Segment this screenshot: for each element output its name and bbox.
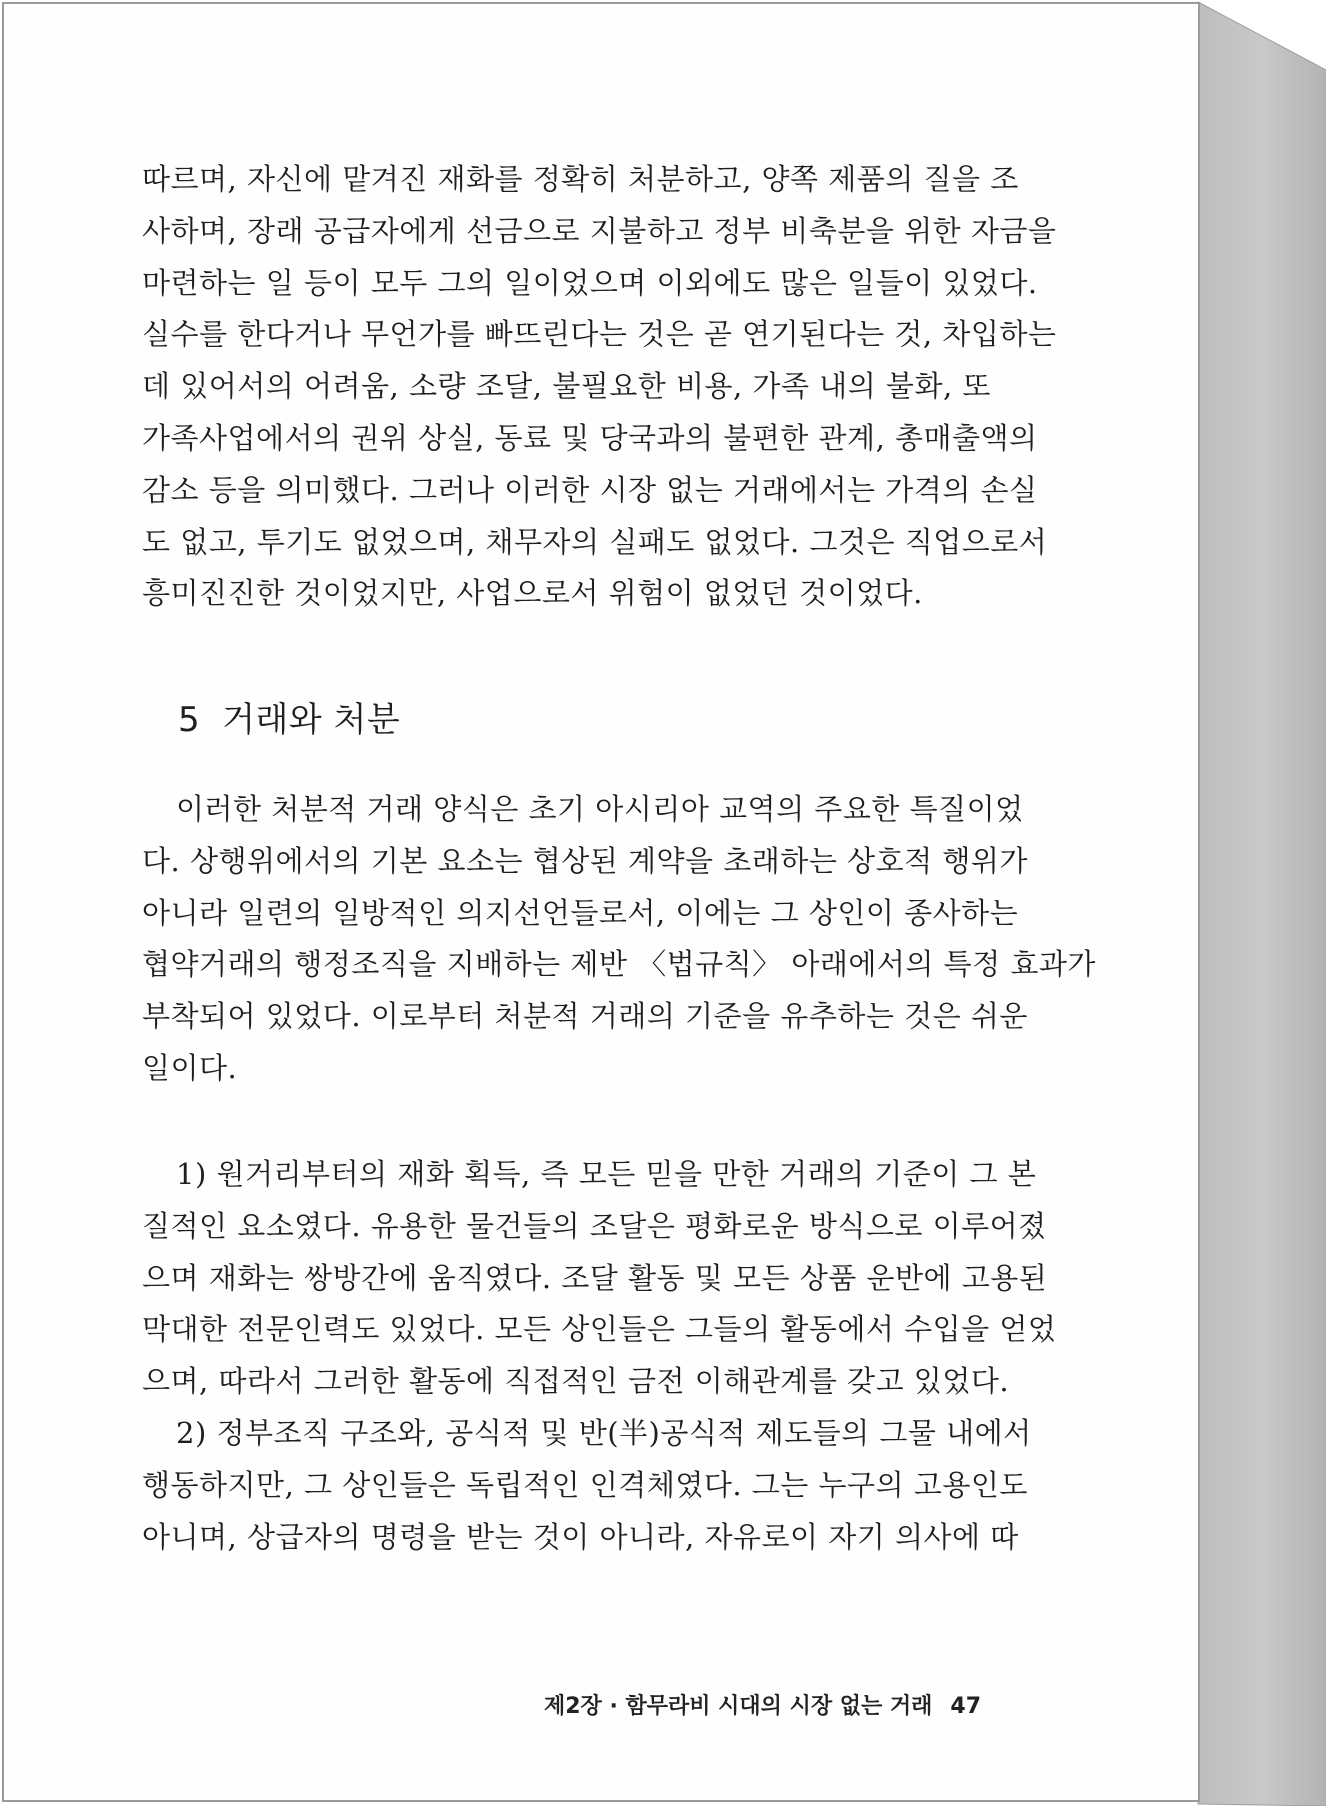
- text-line: 실수를 한다거나 무언가를 빠뜨린다는 것은 곧 연기된다는 것, 차입하는: [142, 317, 1057, 352]
- text-line: 일이다.: [142, 1050, 238, 1085]
- text-line: 행동하지만, 그 상인들은 독립적인 인격체였다. 그는 누구의 고용인도: [142, 1467, 1028, 1502]
- text-line: 막대한 전문인력도 있었다. 모든 상인들은 그들의 활동에서 수입을 얻었: [142, 1312, 1057, 1347]
- paragraph-intro: [142, 784, 1096, 1095]
- text-line: 따르며, 자신에 맡겨진 재화를 정확히 처분하고, 양쪽 제품의 질을 조: [142, 162, 1019, 196]
- text-line: 으며 재화는 쌍방간에 움직였다. 조달 활동 및 모든 상품 운반에 고용된: [142, 1260, 1048, 1295]
- running-title: 제2장 · 함무라비 시대의 시장 없는 거래: [544, 1694, 933, 1719]
- section-number: 5: [178, 700, 201, 740]
- text-line: 아니며, 상급자의 명령을 받는 것이 아니라, 자유로이 자기 의사에 따: [142, 1519, 1019, 1554]
- section-title: 거래와 처분: [222, 700, 401, 740]
- text-line: 데 있어서의 어려움, 소량 조달, 불필요한 비용, 가족 내의 불화, 또: [142, 369, 991, 404]
- text-line: 협약거래의 행정조직을 지배하는 제반 〈법규칙〉 아래에서의 특정 효과가: [142, 947, 1096, 982]
- text-line: 부착되어 있었다. 이로부터 처분적 거래의 기준을 유추하는 것은 쉬운: [142, 999, 1028, 1034]
- paragraph-continued: [142, 154, 1057, 620]
- text-line: 질적인 요소였다. 유용한 물건들의 조달은 평화로운 방식으로 이루어졌: [142, 1208, 1047, 1243]
- text-line: 도 없고, 투기도 없었으며, 채무자의 실패도 없었다. 그것은 직업으로서: [142, 524, 1048, 559]
- text-line: 마련하는 일 등이 모두 그의 일이었으며 이외에도 많은 일들이 있었다.: [142, 265, 1038, 300]
- text-line: 아니라 일련의 일방적인 의지선언들로서, 이에는 그 상인이 종사하는: [142, 895, 1019, 930]
- section-heading: [178, 694, 400, 746]
- text-line: 이러한 처분적 거래 양식은 초기 아시리아 교역의 주요한 특질이었: [176, 792, 1024, 826]
- text-line: 사하며, 장래 공급자에게 선금으로 지불하고 정부 비축분을 위한 자금을: [142, 213, 1057, 248]
- paragraph-numbered-points: [142, 1149, 1057, 1563]
- text-line: 가족사업에서의 권위 상실, 동료 및 당국과의 불편한 관계, 총매출액의: [142, 420, 1038, 455]
- text-line: 으며, 따라서 그러한 활동에 직접적인 금전 이해관계를 갖고 있었다.: [142, 1364, 1010, 1399]
- book-edge: [1198, 2, 1326, 1806]
- text-line: 1) 원거리부터의 재화 획득, 즉 모든 믿을 만한 거래의 기준이 그 본: [176, 1157, 1037, 1191]
- text-line: 흥미진진한 것이었지만, 사업으로서 위험이 없었던 것이었다.: [142, 576, 923, 611]
- page-number: 47: [950, 1694, 982, 1719]
- page-footer: [544, 1689, 981, 1720]
- text-line: 다. 상행위에서의 기본 요소는 협상된 계약을 초래하는 상호적 행위가: [142, 843, 1028, 878]
- text-line: 2) 정부조직 구조와, 공식적 및 반(半)공식적 제도들의 그물 내에서: [176, 1415, 1032, 1450]
- book-page: [2, 2, 1200, 1802]
- text-line: 감소 등을 의미했다. 그러나 이러한 시장 없는 거래에서는 가격의 손실: [142, 472, 1038, 507]
